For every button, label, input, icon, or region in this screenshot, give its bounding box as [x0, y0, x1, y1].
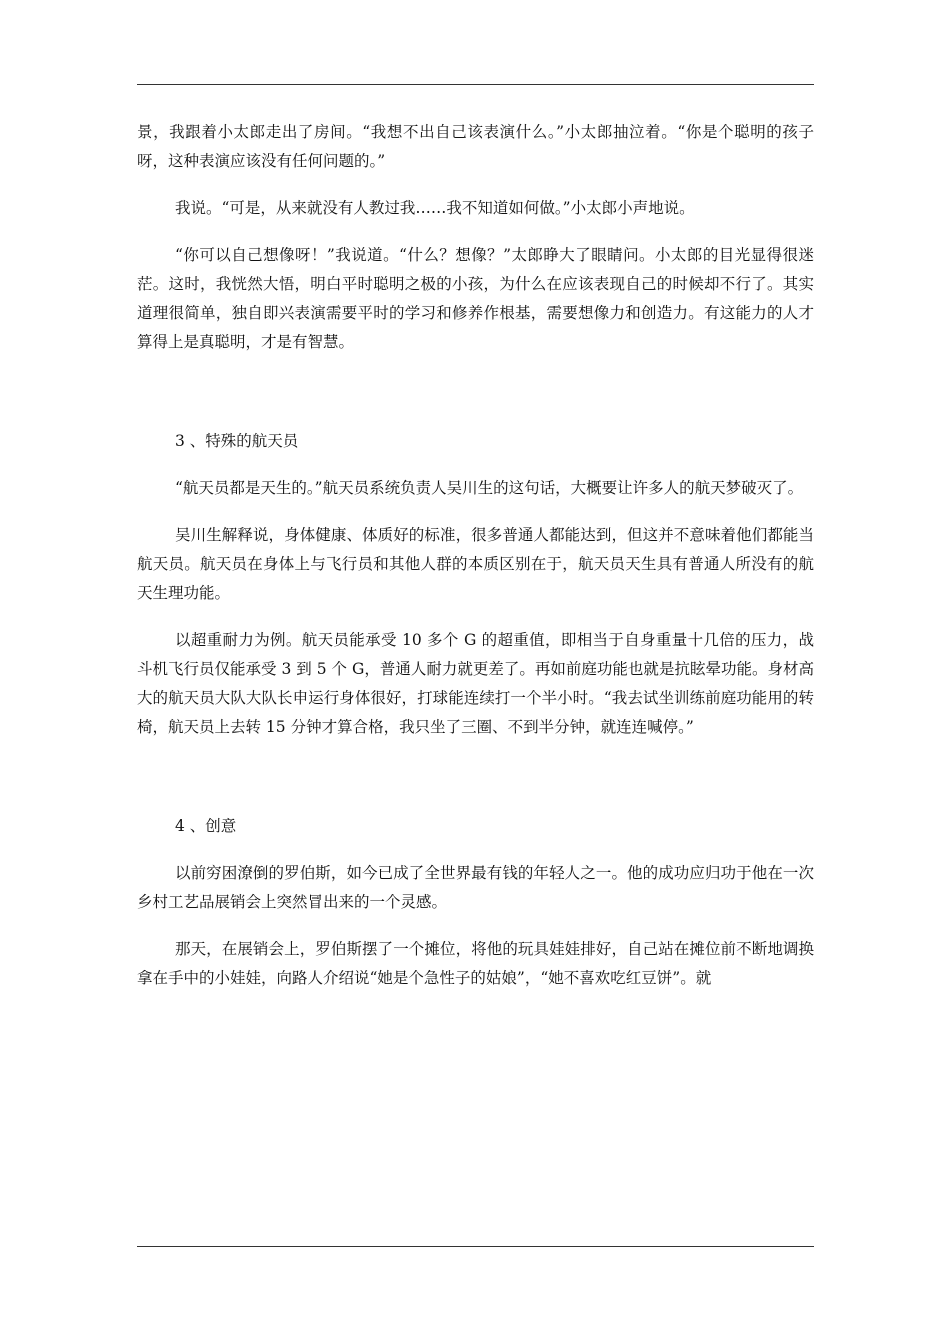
paragraph: 我说。“可是，从来就没有人教过我……我不知道如何做。”小太郎小声地说。: [175, 199, 695, 217]
section-heading: 4 、创意: [175, 817, 237, 835]
paragraph: 以超重耐力为例。航天员能承受 10 多个 G 的超重值，即相当于自身重量十几倍的压力，战斗机飞行员仅能承受 3 到 5 个 G，普通人耐力就更差了。再如前庭功能也就是抗眩晕功能。身材高大的航天员大队大队长申运行身体很好，打球能连续打一个半小时。“我去试坐训练前庭功能用的转椅，航天员上去转 15 分钟才算合格，我只坐了三圈、不到半分钟，就连连喊停。”: [137, 631, 814, 736]
section-heading: 3 、特殊的航天员: [175, 432, 299, 450]
paragraph: “你可以自己想像呀！”我说道。“什么？想像？”太郎睁大了眼睛问。小太郎的目光显得很迷茫。这时，我恍然大悟，明白平时聪明之极的小孩，为什么在应该表现自己的时候却不行了。其实道理很简单，独自即兴表演需要平时的学习和修养作根基，需要想像力和创造力。有这能力的人才算得上是真聪明，才是有智慧。: [137, 246, 814, 351]
paragraph: 以前穷困潦倒的罗伯斯，如今已成了全世界最有钱的年轻人之一。他的成功应归功于他在一次乡村工艺品展销会上突然冒出来的一个灵感。: [137, 864, 814, 911]
paragraph: 吴川生解释说，身体健康、体质好的标准，很多普通人都能达到，但这并不意味着他们都能当航天员。航天员在身体上与飞行员和其他人群的本质区别在于，航天员天生具有普通人所没有的航天生理功能。: [137, 526, 814, 602]
paragraph: 那天，在展销会上，罗伯斯摆了一个摊位，将他的玩具娃娃排好，自己站在摊位前不断地调换拿在手中的小娃娃，向路人介绍说“她是个急性子的姑娘”，“她不喜欢吃红豆饼”。就: [137, 940, 814, 987]
paragraph: “航天员都是天生的。”航天员系统负责人吴川生的这句话，大概要让许多人的航天梦破灭了。: [175, 479, 804, 497]
document-body: [137, 118, 814, 993]
footer-rule: [137, 1246, 814, 1247]
header-rule: [137, 84, 814, 85]
paragraph-continuation: 景，我跟着小太郎走出了房间。“我想不出自己该表演什么。”小太郎抽泣着。“你是个聪明的孩子呀，这种表演应该没有任何问题的。”: [137, 123, 814, 170]
